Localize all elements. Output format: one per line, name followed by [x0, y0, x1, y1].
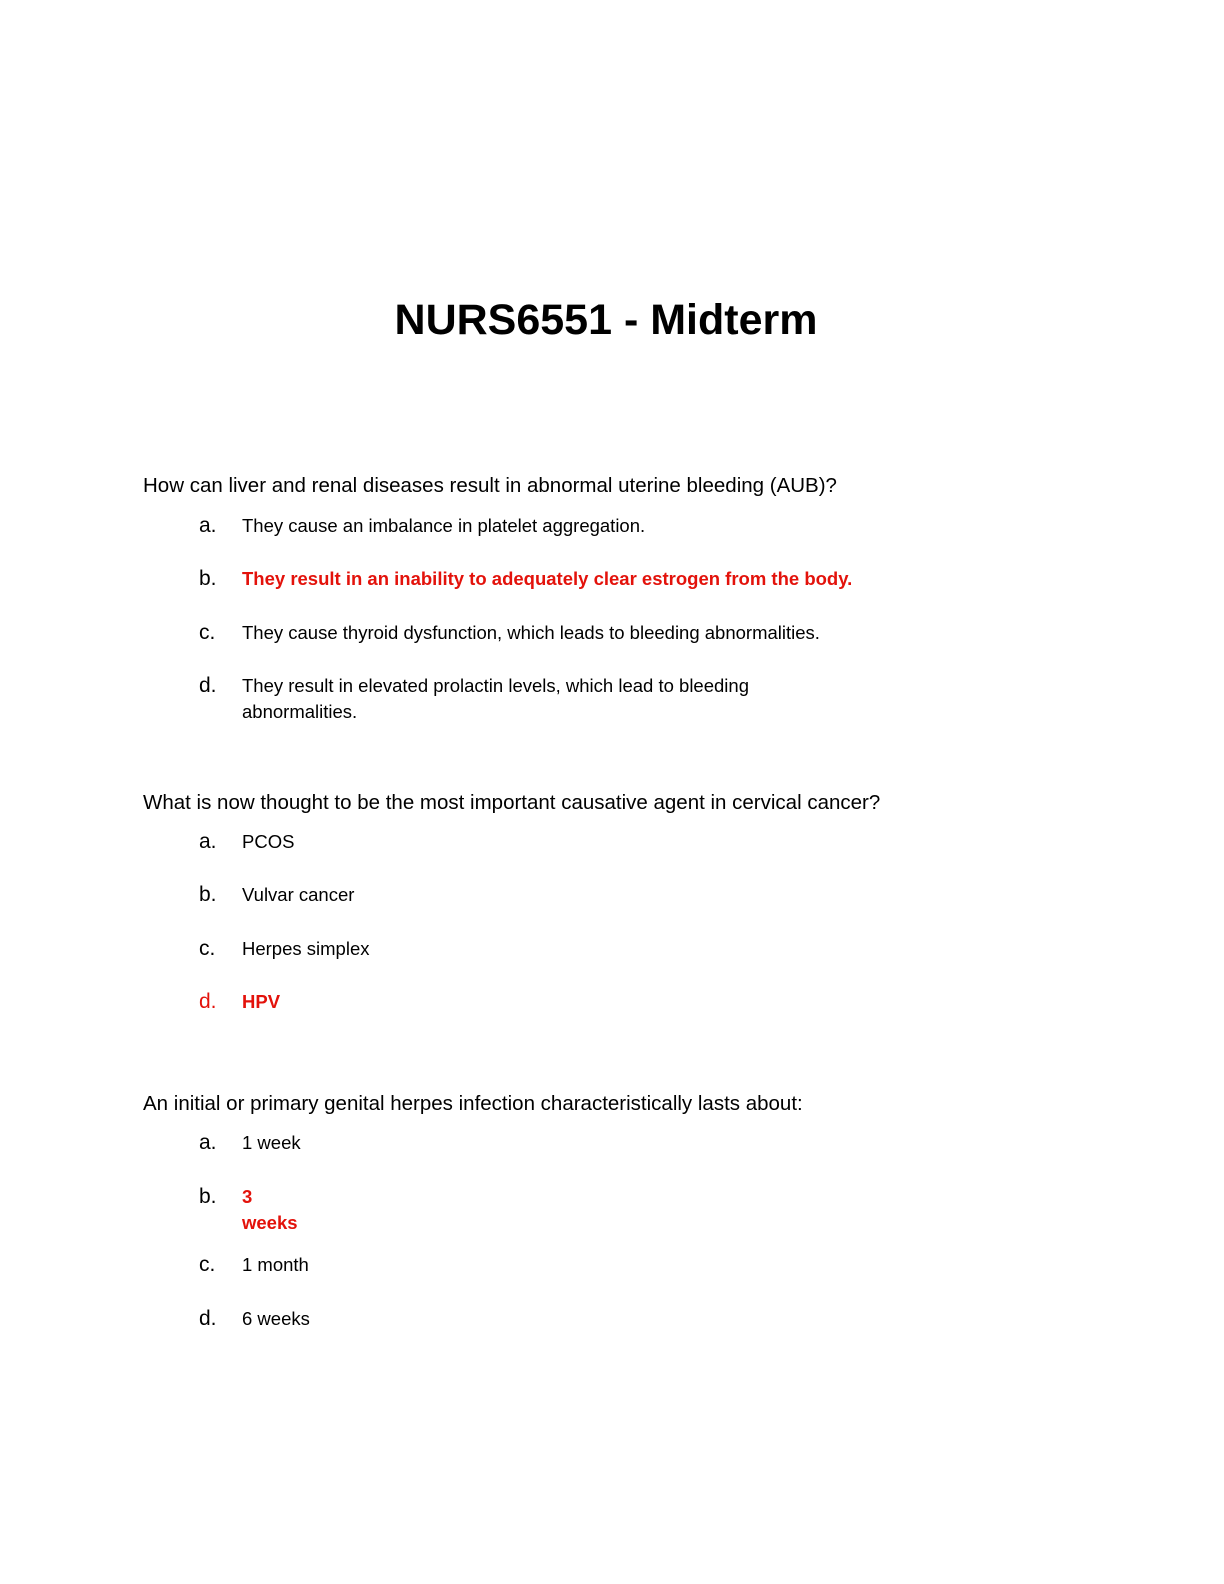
option-text: PCOS — [242, 831, 295, 852]
option-letter: d. — [199, 1307, 217, 1330]
option-letter: c. — [199, 621, 216, 644]
option-text-correct: They result in an inability to adequately clear estrogen from the body. — [242, 568, 853, 589]
option-text: Vulvar cancer — [242, 884, 355, 905]
option-letter: a. — [199, 514, 217, 537]
option-letter: b. — [199, 567, 217, 590]
option-text: Herpes simplex — [242, 938, 370, 959]
option-text: They cause thyroid dysfunction, which leads to bleeding abnormalities. — [242, 622, 820, 643]
option-letter: b. — [199, 1185, 217, 1208]
question-2-prompt: What is now thought to be the most important causative agent in cervical cancer? — [143, 791, 881, 814]
option-text: They cause an imbalance in platelet aggregation. — [242, 515, 646, 536]
option-letter: a. — [199, 830, 217, 853]
option-letter-correct: d. — [199, 990, 217, 1013]
question-1-prompt: How can liver and renal diseases result in abnormal uterine bleeding (AUB)? — [143, 474, 837, 497]
option-letter: d. — [199, 674, 217, 697]
option-letter: a. — [199, 1131, 217, 1154]
option-text-correct: 3 weeks — [242, 1186, 298, 1233]
option-letter: c. — [199, 1253, 216, 1276]
page-title: NURS6551 - Midterm — [394, 296, 818, 344]
option-text: They result in elevated prolactin levels, which lead to bleeding abnormalities. — [242, 675, 749, 722]
option-text-correct: HPV — [242, 991, 281, 1012]
question-3-prompt: An initial or primary genital herpes infection characteristically lasts about: — [143, 1092, 803, 1115]
option-text: 6 weeks — [242, 1308, 310, 1329]
option-text: 1 week — [242, 1132, 301, 1153]
option-letter: c. — [199, 937, 216, 960]
option-text: 1 month — [242, 1254, 309, 1275]
option-letter: b. — [199, 883, 217, 906]
